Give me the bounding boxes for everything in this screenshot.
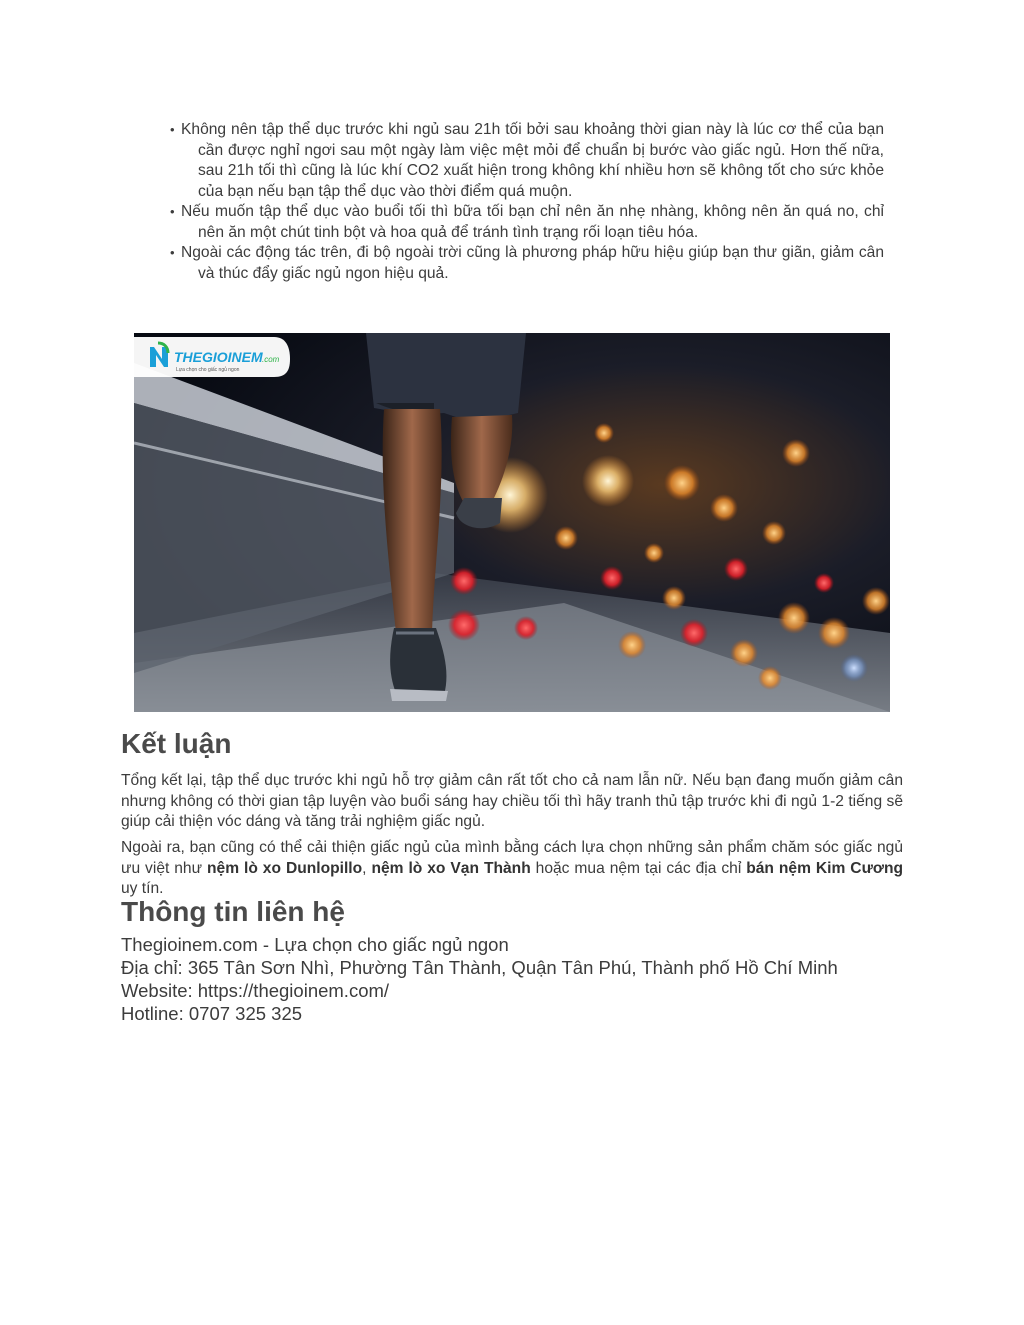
kim-cuong-link-text: bán nệm Kim Cương bbox=[746, 859, 903, 877]
conclusion-paragraph-1: Tổng kết lại, tập thể dục trước khi ngủ hỗ trợ giảm cân rất tốt cho cả nam lẫn nữ. Nếu bạn đang muốn giảm cân nhưng không có thời gian tập luyện vào buổi sáng hay chiều tối thì hãy tranh thủ tập trước khi đi ngủ 1-2 tiếng sẽ giúp cải thiện vóc dáng và tăng trải nghiệm giấc ngủ. bbox=[121, 772, 903, 830]
running-photo bbox=[134, 333, 890, 712]
thegioinem-logo bbox=[134, 337, 290, 377]
contact-website: Website: https://thegioinem.com/ bbox=[121, 980, 390, 1001]
text-span: , bbox=[362, 859, 372, 877]
text-span: Ngoài ra, bạn cũng có thể cải thiện giấc ngủ của mình bằng cách lựa chọn những sản phẩm chăm sóc giấc ngủ ưu việt như bbox=[121, 839, 903, 877]
bullet-icon: • bbox=[170, 204, 175, 219]
list-item bbox=[168, 120, 884, 202]
text-span: uy tín. bbox=[121, 880, 164, 897]
tips-list bbox=[168, 120, 884, 284]
logo-tagline: Lựa chọn cho giấc ngủ ngon bbox=[176, 367, 240, 373]
contact-hotline: Hotline: 0707 325 325 bbox=[121, 1003, 303, 1024]
contact-info bbox=[121, 933, 838, 1025]
contact-heading: Thông tin liên hệ bbox=[121, 896, 345, 927]
text-span: hoặc mua nệm tại các địa chỉ bbox=[530, 859, 747, 877]
contact-address: Địa chỉ: 365 Tân Sơn Nhì, Phường Tân Thành, Quận Tân Phú, Thành phố Hồ Chí Minh bbox=[121, 957, 838, 978]
van-thanh-link-text: nệm lò xo Vạn Thành bbox=[371, 859, 531, 877]
list-item bbox=[168, 202, 884, 243]
logo-text: THEGIOINEM bbox=[174, 349, 263, 365]
conclusion-heading: Kết luận bbox=[121, 728, 232, 759]
logo-suffix: .com bbox=[262, 355, 280, 364]
list-item-text: Ngoài các động tác trên, đi bộ ngoài trời cũng là phương pháp hữu hiệu giúp bạn thư giãn, giảm cân và thúc đẩy giấc ngủ ngon hiệu quả. bbox=[181, 244, 884, 282]
conclusion-paragraph-2 bbox=[121, 838, 903, 900]
bullet-icon: • bbox=[170, 245, 175, 260]
bullet-icon: • bbox=[170, 122, 175, 137]
list-item bbox=[168, 243, 884, 284]
list-item-text: Không nên tập thể dục trước khi ngủ sau 21h tối bởi sau khoảng thời gian này là lúc cơ thể của bạn cần được nghỉ ngơi sau một ngày làm việc mệt mỏi để chuẩn bị bước vào giấc ngủ. Hơn thế nữa, sau 21h tối thì cũng là lúc khí CO2 xuất hiện trong không khí nhiều hơn sẽ không tốt cho sức khỏe của bạn nếu bạn tập thể dục vào thời điểm quá muộn. bbox=[181, 121, 884, 200]
dunlopillo-link-text: nệm lò xo Dunlopillo bbox=[207, 859, 363, 877]
list-item-text: Nếu muốn tập thể dục vào buổi tối thì bữa tối bạn chỉ nên ăn nhẹ nhàng, không nên ăn quá no, chỉ nên ăn một chút tinh bột và hoa quả để tránh tình trạng rối loạn tiêu hóa. bbox=[181, 203, 884, 241]
contact-tagline: Thegioinem.com - Lựa chọn cho giấc ngủ ngon bbox=[121, 934, 509, 955]
